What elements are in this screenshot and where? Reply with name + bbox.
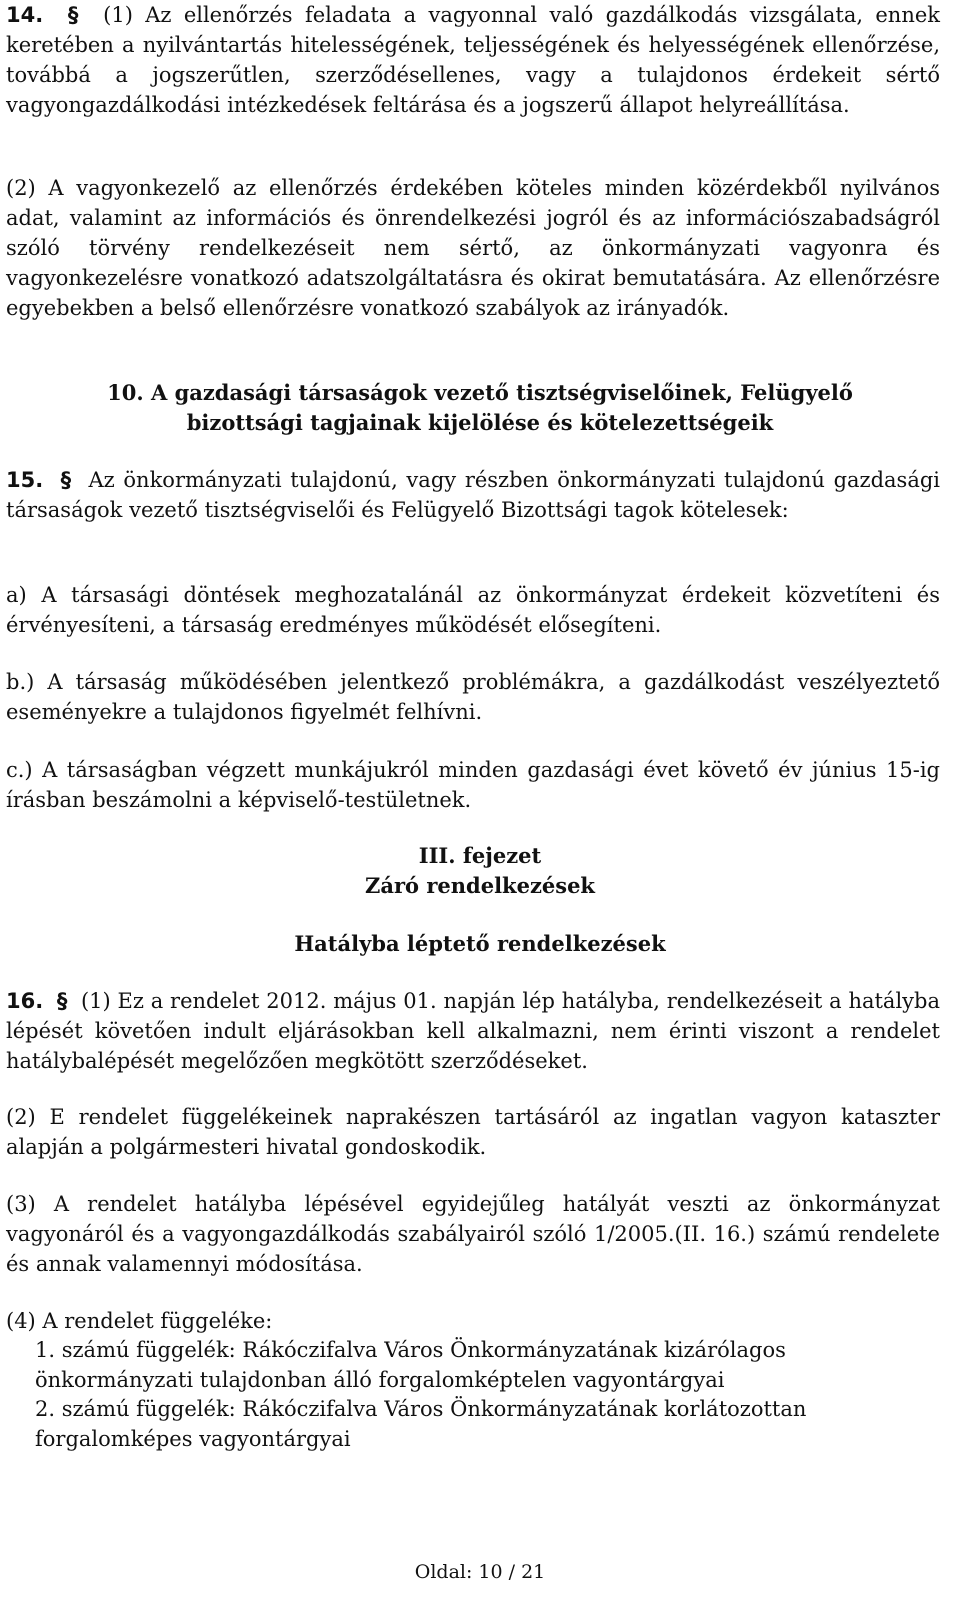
article-16-number: 16. <box>6 989 44 1013</box>
article-14-paragraph-2: (2) A vagyonkezelő az ellenőrzés érdekében köteles minden közérdekből nyilvános adat, valamint az információs és önrendelkezési jogról és az információszabadságról szóló törvény rendelkezéseit nem sértő, az önkormányzati vagyonra és vagyonkezelésre vonatkozó adatszolgáltatásra és okirat bemutatására. Az ellenőrzésre egyebekben a belső ellenőrzésre vonatkozó szabályok az irányadók. <box>6 176 940 320</box>
chapter-subtitle: Hatályba léptető rendelkezések <box>294 931 666 956</box>
article-16-paragraph-1 <box>6 986 940 1076</box>
chapter-number: III. fejezet <box>418 843 542 868</box>
chapter-title: Záró rendelkezések <box>365 873 595 898</box>
section-10-title-line-1: A gazdasági társaságok vezető tisztségviselőinek, Felügyelő <box>150 380 853 405</box>
article-14-paragraph-1 <box>6 0 940 120</box>
article-15-item-b: b.) A társaság működésében jelentkező problémákra, a gazdálkodást veszélyeztető eseményekre a tulajdonos figyelmét felhívni. <box>6 670 940 724</box>
article-14-number: 14. <box>6 3 44 27</box>
article-16-paragraph-3: (3) A rendelet hatályba lépésével egyidejűleg hatályát veszti az önkormányzat vagyonáról és a vagyongazdálkodás szabályairól szóló 1/2005.(II. 16.) számú rendelete és annak valamennyi módosítása. <box>6 1192 940 1276</box>
article-15-intro-text: Az önkormányzati tulajdonú, vagy részben önkormányzati tulajdonú gazdasági társaságok vezető tisztségviselői és Felügyelő Bizottsági tagok kötelesek: <box>6 468 941 522</box>
article-15-item-a: a) A társasági döntések meghozatalánál az önkormányzat érdekeit közvetíteni és érvényesíteni, a társaság eredményes működését elősegíteni. <box>6 583 940 637</box>
appendix-list-item-1: 1. számú függelék: Rákóczifalva Város Önkormányzatának kizárólagos önkormányzati tulajdonban álló forgalomképtelen vagyontárgyai <box>35 1338 786 1392</box>
page-number-footer: Oldal: 10 / 21 <box>414 1561 546 1583</box>
article-15-item-c: c.) A társaságban végzett munkájukról minden gazdasági évet követő év június 15-ig írásban beszámolni a képviselő-testületnek. <box>6 758 940 812</box>
section-10-heading-line-2: bizottsági tagjainak kijelölése és kötelezettségeik <box>186 410 774 435</box>
section-10-number: 10. <box>107 380 144 405</box>
section-sign: § <box>67 3 79 27</box>
appendix-list-item-2: 2. számú függelék: Rákóczifalva Város Önkormányzatának korlátozottan forgalomképes vagyontárgyai <box>35 1397 807 1451</box>
section-10-heading-line-1 <box>0 378 960 408</box>
article-16-text-1: (1) Ez a rendelet 2012. május 01. napján lép hatályba, rendelkezéseit a hatályba lépését követően indult eljárásokban kell alkalmazni, nem érinti viszont a rendelet hatálybalépését megelőzően megkötött szerződéseket. <box>6 989 940 1073</box>
article-16-paragraph-4: (4) A rendelet függeléke: <box>6 1309 273 1333</box>
article-16-paragraph-2: (2) E rendelet függelékeinek naprakészen tartásáról az ingatlan vagyon kataszter alapján a polgármesteri hivatal gondoskodik. <box>6 1105 940 1159</box>
article-14-text-1: (1) Az ellenőrzés feladata a vagyonnal való gazdálkodás vizsgálata, ennek keretében a nyilvántartás hitelességének, teljességének és helyességének ellenőrzése, továbbá a jogszerűtlen, szerződésellenes, vagy a tulajdonos érdekeit sértő vagyongazdálkodási intézkedések feltárása és a jogszerű állapot helyreállítása. <box>6 3 940 117</box>
section-sign: § <box>60 468 72 492</box>
section-sign: § <box>56 989 68 1013</box>
article-15-number: 15. <box>6 468 44 492</box>
article-15-intro <box>6 465 940 525</box>
